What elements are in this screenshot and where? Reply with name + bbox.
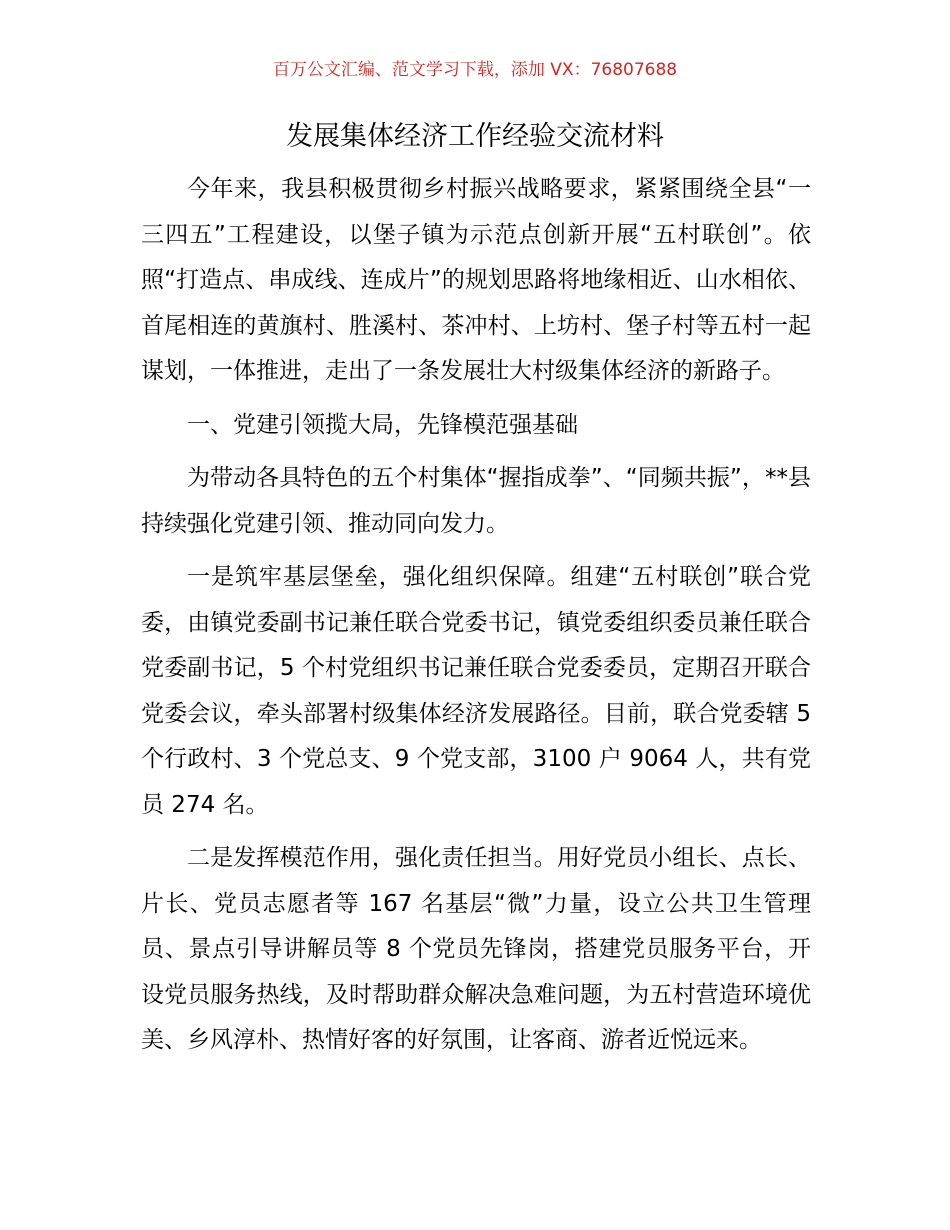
point-one-paragraph: 一是筑牢基层堡垒，强化组织保障。组建“五村联创”联合党委，由镇党委副书记兼任联合党委书记，镇党委组织委员兼任联合党委副书记，5 个村党组织书记兼任联合党委委员，定期召开联合党委会议，牵头部署村级集体经济发展路径。目前，联合党委辖 5 个行政村、3 个党总支、9 个党支部，3100 户 9064 人，共有党员 274 名。 xyxy=(141,564,811,818)
document-body xyxy=(141,167,811,1072)
intro-paragraph: 今年来，我县积极贯彻乡村振兴战略要求，紧紧围绕全县“一三四五”工程建设，以堡子镇为示范点创新开展“五村联创”。依照“打造点、串成线、连成片”的规划思路将地缘相近、山水相依、首尾相连的黄旗村、胜溪村、茶冲村、上坊村、堡子村等五村一起谋划，一体推进，走出了一条发展壮大村级集体经济的新路子。 xyxy=(141,176,811,384)
download-notice: 百万公文汇编、范文学习下载，添加 VX：76807688 xyxy=(272,60,678,80)
point-two-paragraph: 二是发挥模范作用，强化责任担当。用好党员小组长、点长、片长、党员志愿者等 167 名基层“微”力量，设立公共卫生管理员、景点引导讲解员等 8 个党员先锋岗，搭建党员服务平台，开设党员服务热线，及时帮助群众解决急难问题，为五村营造环境优美、乡风淳朴、热情好客的好氛围，让客商、游者近悦远来。 xyxy=(141,845,811,1053)
document-title: 发展集体经济工作经验交流材料 xyxy=(286,121,664,152)
section-heading: 一、党建引领揽大局，先锋模范强基础 xyxy=(187,411,578,438)
section-intro-paragraph: 为带动各具特色的五个村集体“握指成拳”、“同频共振”，**县持续强化党建引领、推动同向发力。 xyxy=(141,465,811,537)
